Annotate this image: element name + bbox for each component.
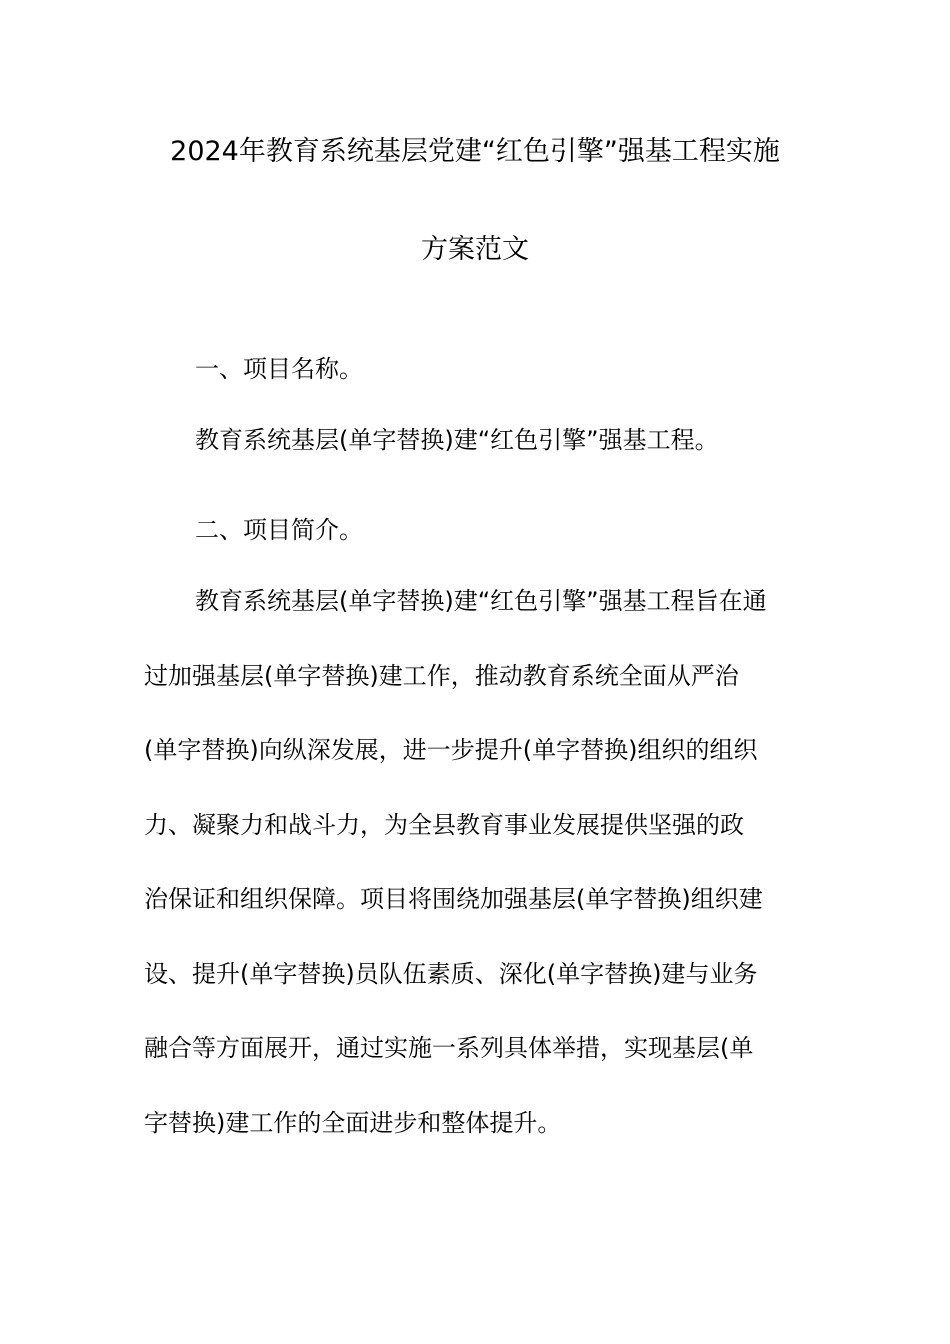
section-1-text: 教育系统基层(单字替换)建“红色引擎”强基工程。 <box>195 426 719 454</box>
document-title-line-2: 方案范文 <box>421 234 529 265</box>
section-2-heading: 二、项目简介。 <box>195 516 363 544</box>
section-2-paragraph <box>144 585 814 1181</box>
document-title-line-1: 2024年教育系统基层党建“红色引擎”强基工程实施 <box>170 136 780 167</box>
paragraph-line: 设、提升(单字替换)员队伍素质、深化(单字替换)建与业务 <box>144 959 758 988</box>
paragraph-line: 融合等方面展开，通过实施一系列具体举措，实现基层(单 <box>144 1034 754 1062</box>
paragraph-line: 过加强基层(单字替换)建工作，推动教育系统全面从严治 <box>144 661 739 690</box>
paragraph-line: 力、凝聚力和战斗力，为全县教育事业发展提供坚强的政 <box>144 810 744 839</box>
paragraph-line: (单字替换)向纵深发展，进一步提升(单字替换)组织的组织 <box>144 736 758 764</box>
paragraph-line: 字替换)建工作的全面进步和整体提升。 <box>144 1108 562 1137</box>
section-1-heading: 一、项目名称。 <box>195 355 363 383</box>
paragraph-line: 治保证和组织保障。项目将围绕加强基层(单字替换)组织建 <box>144 885 763 913</box>
paragraph-line: 教育系统基层(单字替换)建“红色引擎”强基工程旨在通 <box>195 587 767 615</box>
